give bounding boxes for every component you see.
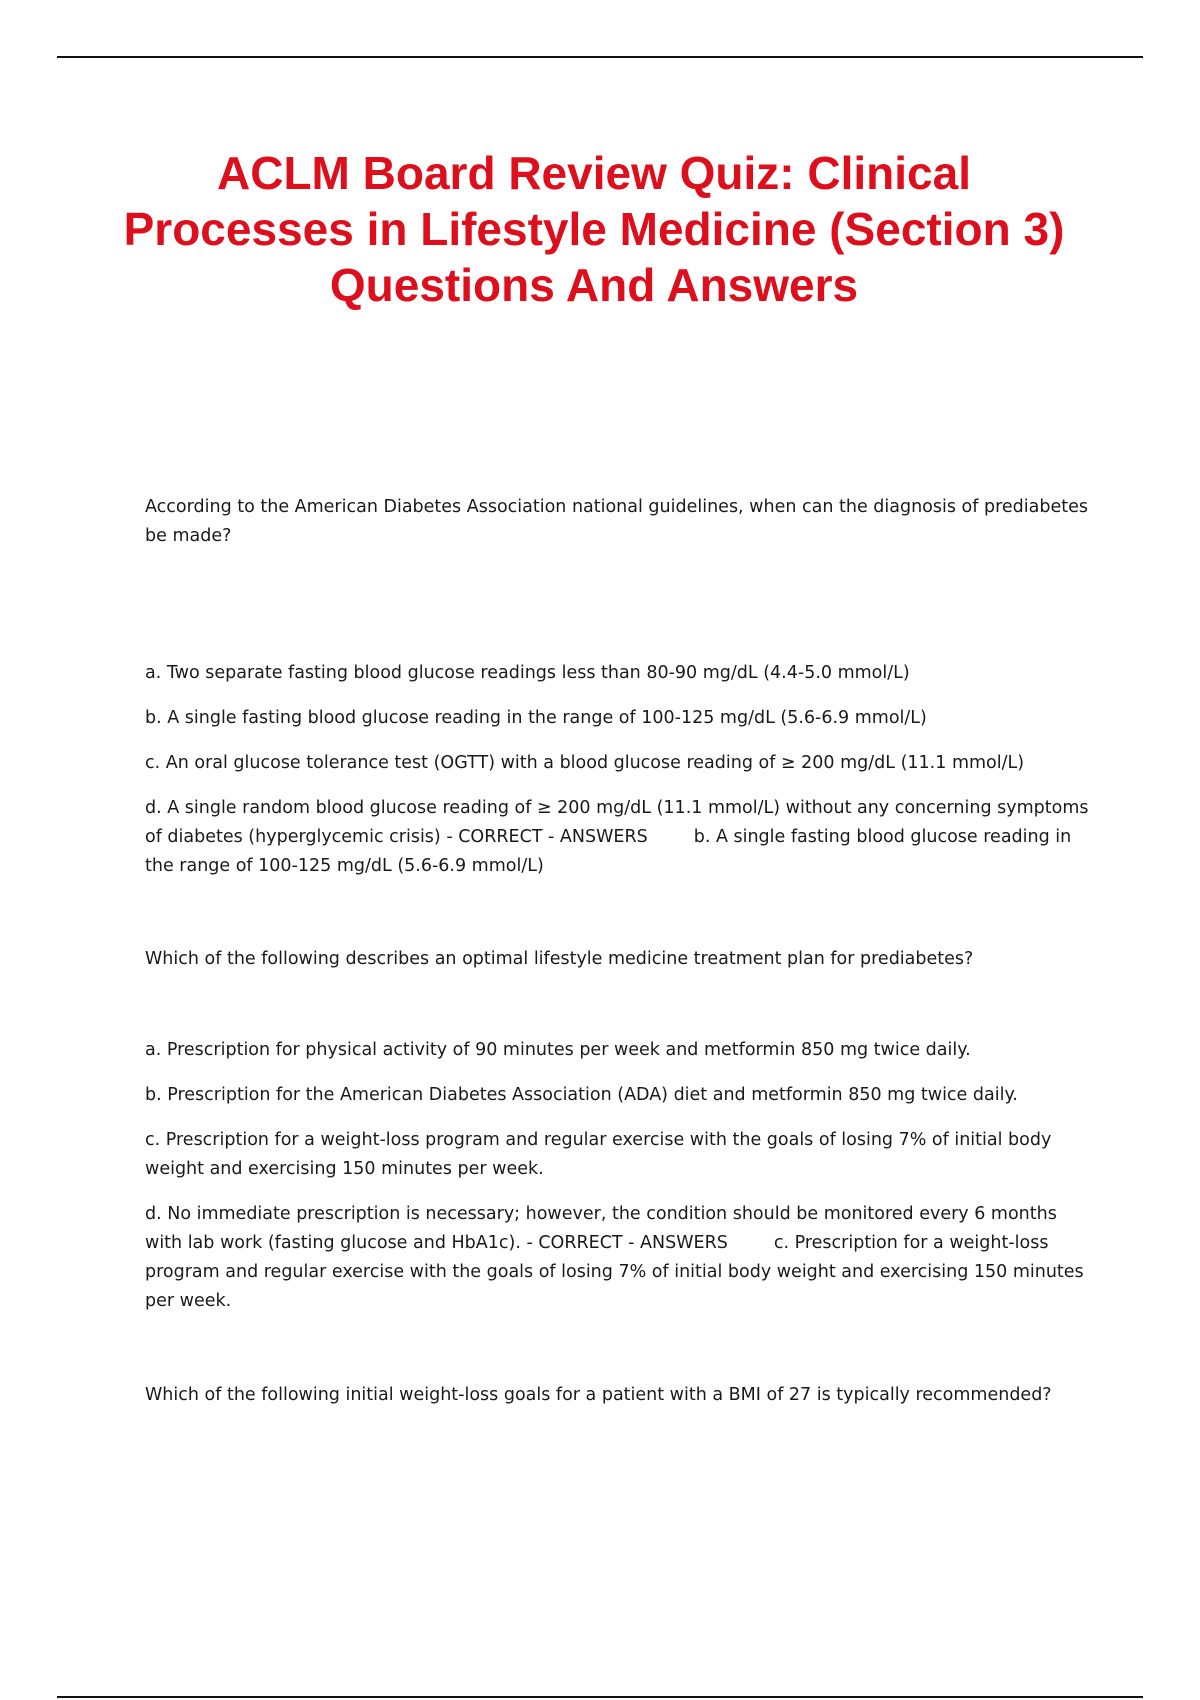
option-c: c. An oral glucose tolerance test (OGTT) with a blood glucose reading of ≥ 200 mg/dL (11.1 mmol/L) xyxy=(145,753,1025,773)
document-title: ACLM Board Review Quiz: Clinical Processes in Lifestyle Medicine (Section 3) Questions And Answers xyxy=(123,147,1065,311)
question-text: Which of the following initial weight-loss goals for a patient with a BMI of 27 is typically recommended? xyxy=(145,1385,1052,1405)
header-rule xyxy=(57,56,1143,58)
question-1 xyxy=(145,493,1090,551)
option-d: d. A single random blood glucose reading of ≥ 200 mg/dL (11.1 mmol/L) without any concerning symptoms of diabetes (hyperglycemic crisis) - CORRECT - ANSWERS xyxy=(145,798,1089,847)
option-d-with-answer xyxy=(145,1200,1090,1316)
option-c: c. Prescription for a weight-loss program and regular exercise with the goals of losing 7% of initial body weight and exercising 150 minutes per week. xyxy=(145,1130,1052,1179)
option-a: a. Two separate fasting blood glucose readings less than 80-90 mg/dL (4.4-5.0 mmol/L) xyxy=(145,663,910,683)
question-1-options xyxy=(145,659,1090,897)
option-b: b. A single fasting blood glucose reading in the range of 100-125 mg/dL (5.6-6.9 mmol/L) xyxy=(145,708,927,728)
footer-rule xyxy=(57,1696,1143,1698)
question-2-options xyxy=(145,1036,1090,1332)
correct-answer: b. A single fasting blood glucose reading in the range of 100-125 mg/dL (5.6-6.9 mmol/L) xyxy=(145,827,1072,876)
option-a: a. Prescription for physical activity of 90 minutes per week and metformin 850 mg twice daily. xyxy=(145,1040,971,1060)
option-d: d. No immediate prescription is necessary; however, the condition should be monitored every 6 months with lab work (fasting glucose and HbA1c). - CORRECT - ANSWERS xyxy=(145,1204,1057,1253)
question-3 xyxy=(145,1381,1090,1410)
question-text: Which of the following describes an optimal lifestyle medicine treatment plan for prediabetes? xyxy=(145,949,974,969)
option-b: b. Prescription for the American Diabetes Association (ADA) diet and metformin 850 mg twice daily. xyxy=(145,1085,1018,1105)
correct-answer: c. Prescription for a weight-loss program and regular exercise with the goals of losing 7% of initial body weight and exercising 150 minutes per week. xyxy=(145,1233,1084,1311)
question-text: According to the American Diabetes Association national guidelines, when can the diagnosis of prediabetes be made? xyxy=(145,497,1088,546)
question-2 xyxy=(145,945,1090,974)
option-d-with-answer xyxy=(145,794,1090,881)
